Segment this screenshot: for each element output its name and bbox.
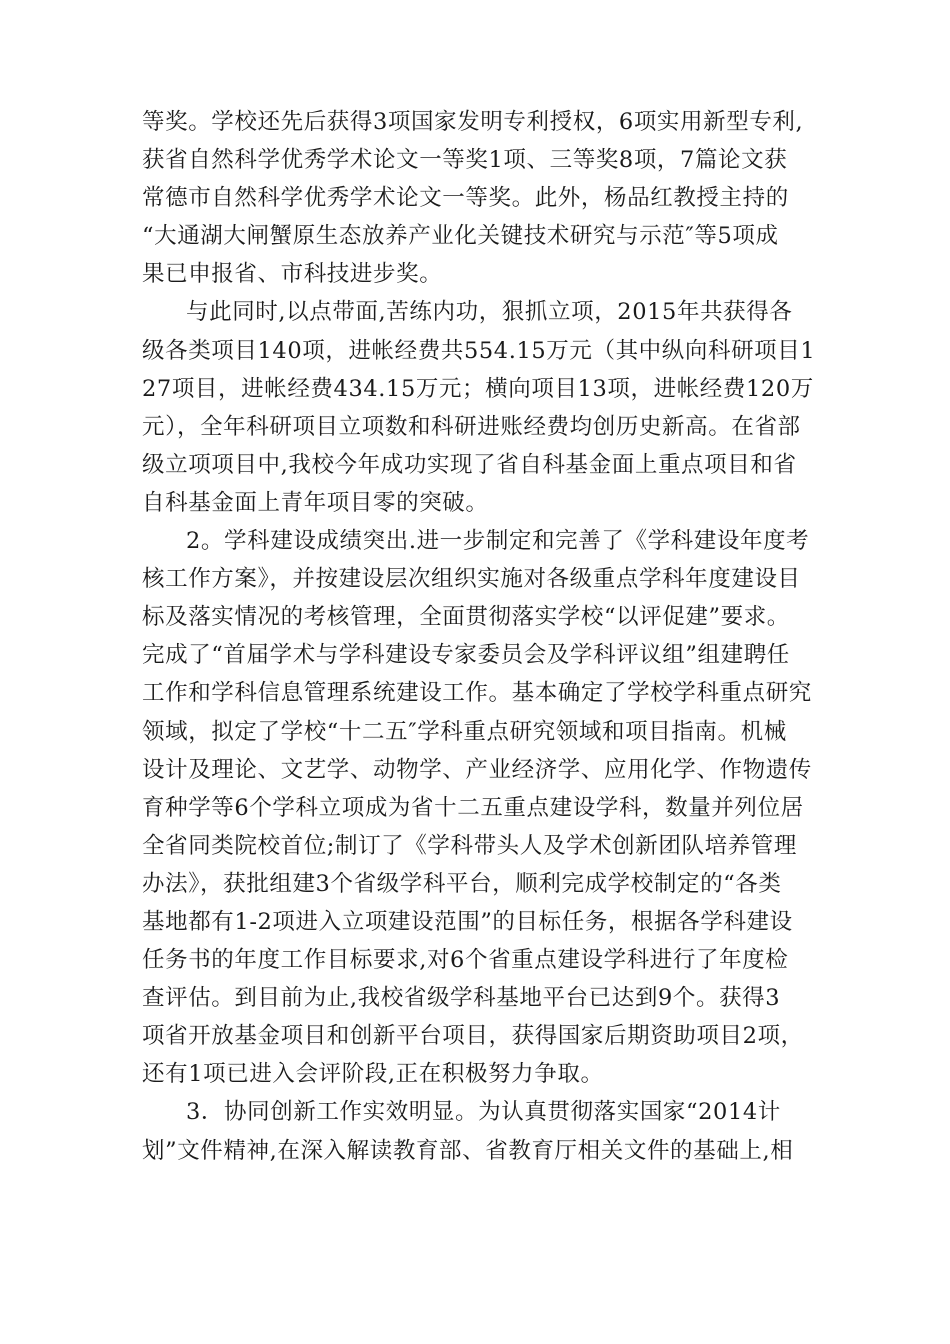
text-line: 领域，拟定了学校“十二五″学科重点研究领域和项目指南。机械 — [142, 718, 787, 745]
text-line: “大通湖大闸蟹原生态放养产业化关键技术研究与示范″等5项成 — [142, 223, 779, 250]
text-line: 级各类项目140项，进帐经费共554.15万元（其中纵向科研项目1 — [142, 337, 816, 364]
text-line: 育种学等6个学科立项成为省十二五重点建设学科，数量并列位居 — [142, 794, 804, 821]
text-line: 全省同类院校首位;制订了《学科带头人及学术创新团队培养管理 — [142, 832, 797, 859]
paragraph-first-line: 与此同时,以点带面,苦练内功，狠抓立项，2015年共获得各 — [186, 299, 793, 326]
text-line: 常德市自然科学优秀学术论文一等奖。此外，杨品红教授主持的 — [142, 185, 789, 212]
text-line: 任务书的年度工作目标要求,对6个省重点建设学科进行了年度检 — [142, 947, 789, 974]
text-line: 设计及理论、文艺学、动物学、产业经济学、应用化学、作物遗传 — [142, 756, 812, 783]
paragraph-first-line: 3．协同创新工作实效明显。为认真贯彻落实国家“2014计 — [186, 1099, 781, 1126]
text-line: 查评估。到目前为止,我校省级学科基地平台已达到9个。获得3 — [142, 985, 781, 1012]
text-line: 划”文件精神,在深入解读教育部、省教育厅相关文件的基础上,相 — [142, 1137, 794, 1164]
text-line: 项省开放基金项目和创新平台项目，获得国家后期资助项目2项， — [142, 1023, 804, 1050]
text-line: 自科基金面上青年项目零的突破。 — [142, 489, 489, 516]
text-line: 标及落实情况的考核管理，全面贯彻落实学校“以评促建”要求。 — [142, 604, 790, 631]
text-line: 获省自然科学优秀学术论文一等奖1项、三等奖8项，7篇论文获 — [142, 147, 788, 174]
text-line: 核工作方案》，并按建设层次组织实施对各级重点学科年度建设目 — [142, 566, 801, 593]
body-text — [142, 103, 822, 1170]
text-line: 等奖。学校还先后获得3项国家发明专利授权，6项实用新型专利, — [142, 109, 804, 135]
text-line: 元），全年科研项目立项数和科研进账经费均创历史新高。在省部 — [142, 413, 801, 440]
text-line: 果已申报省、市科技进步奖。 — [142, 261, 443, 288]
text-line: 还有1项已进入会评阶段,正在积极努力争取。 — [142, 1061, 604, 1088]
text-line: 27项目，进帐经费434.15万元；横向项目13项，进帐经费120万 — [142, 375, 814, 402]
text-line: 完成了“首届学术与学科建设专家委员会及学科评议组”组建聘任 — [142, 642, 790, 669]
paragraph-first-line: 2。学科建设成绩突出.进一步制定和完善了《学科建设年度考 — [186, 528, 810, 555]
text-line: 级立项项目中,我校今年成功实现了省自科基金面上重点项目和省 — [142, 451, 797, 478]
text-line: 工作和学科信息管理系统建设工作。基本确定了学校学科重点研究 — [142, 680, 812, 707]
text-line: 基地都有1-2项进入立项建设范围”的目标任务，根据各学科建设 — [142, 908, 793, 935]
text-line: 办法》，获批组建3个省级学科平台，顺利完成学校制定的“各类 — [142, 870, 782, 897]
